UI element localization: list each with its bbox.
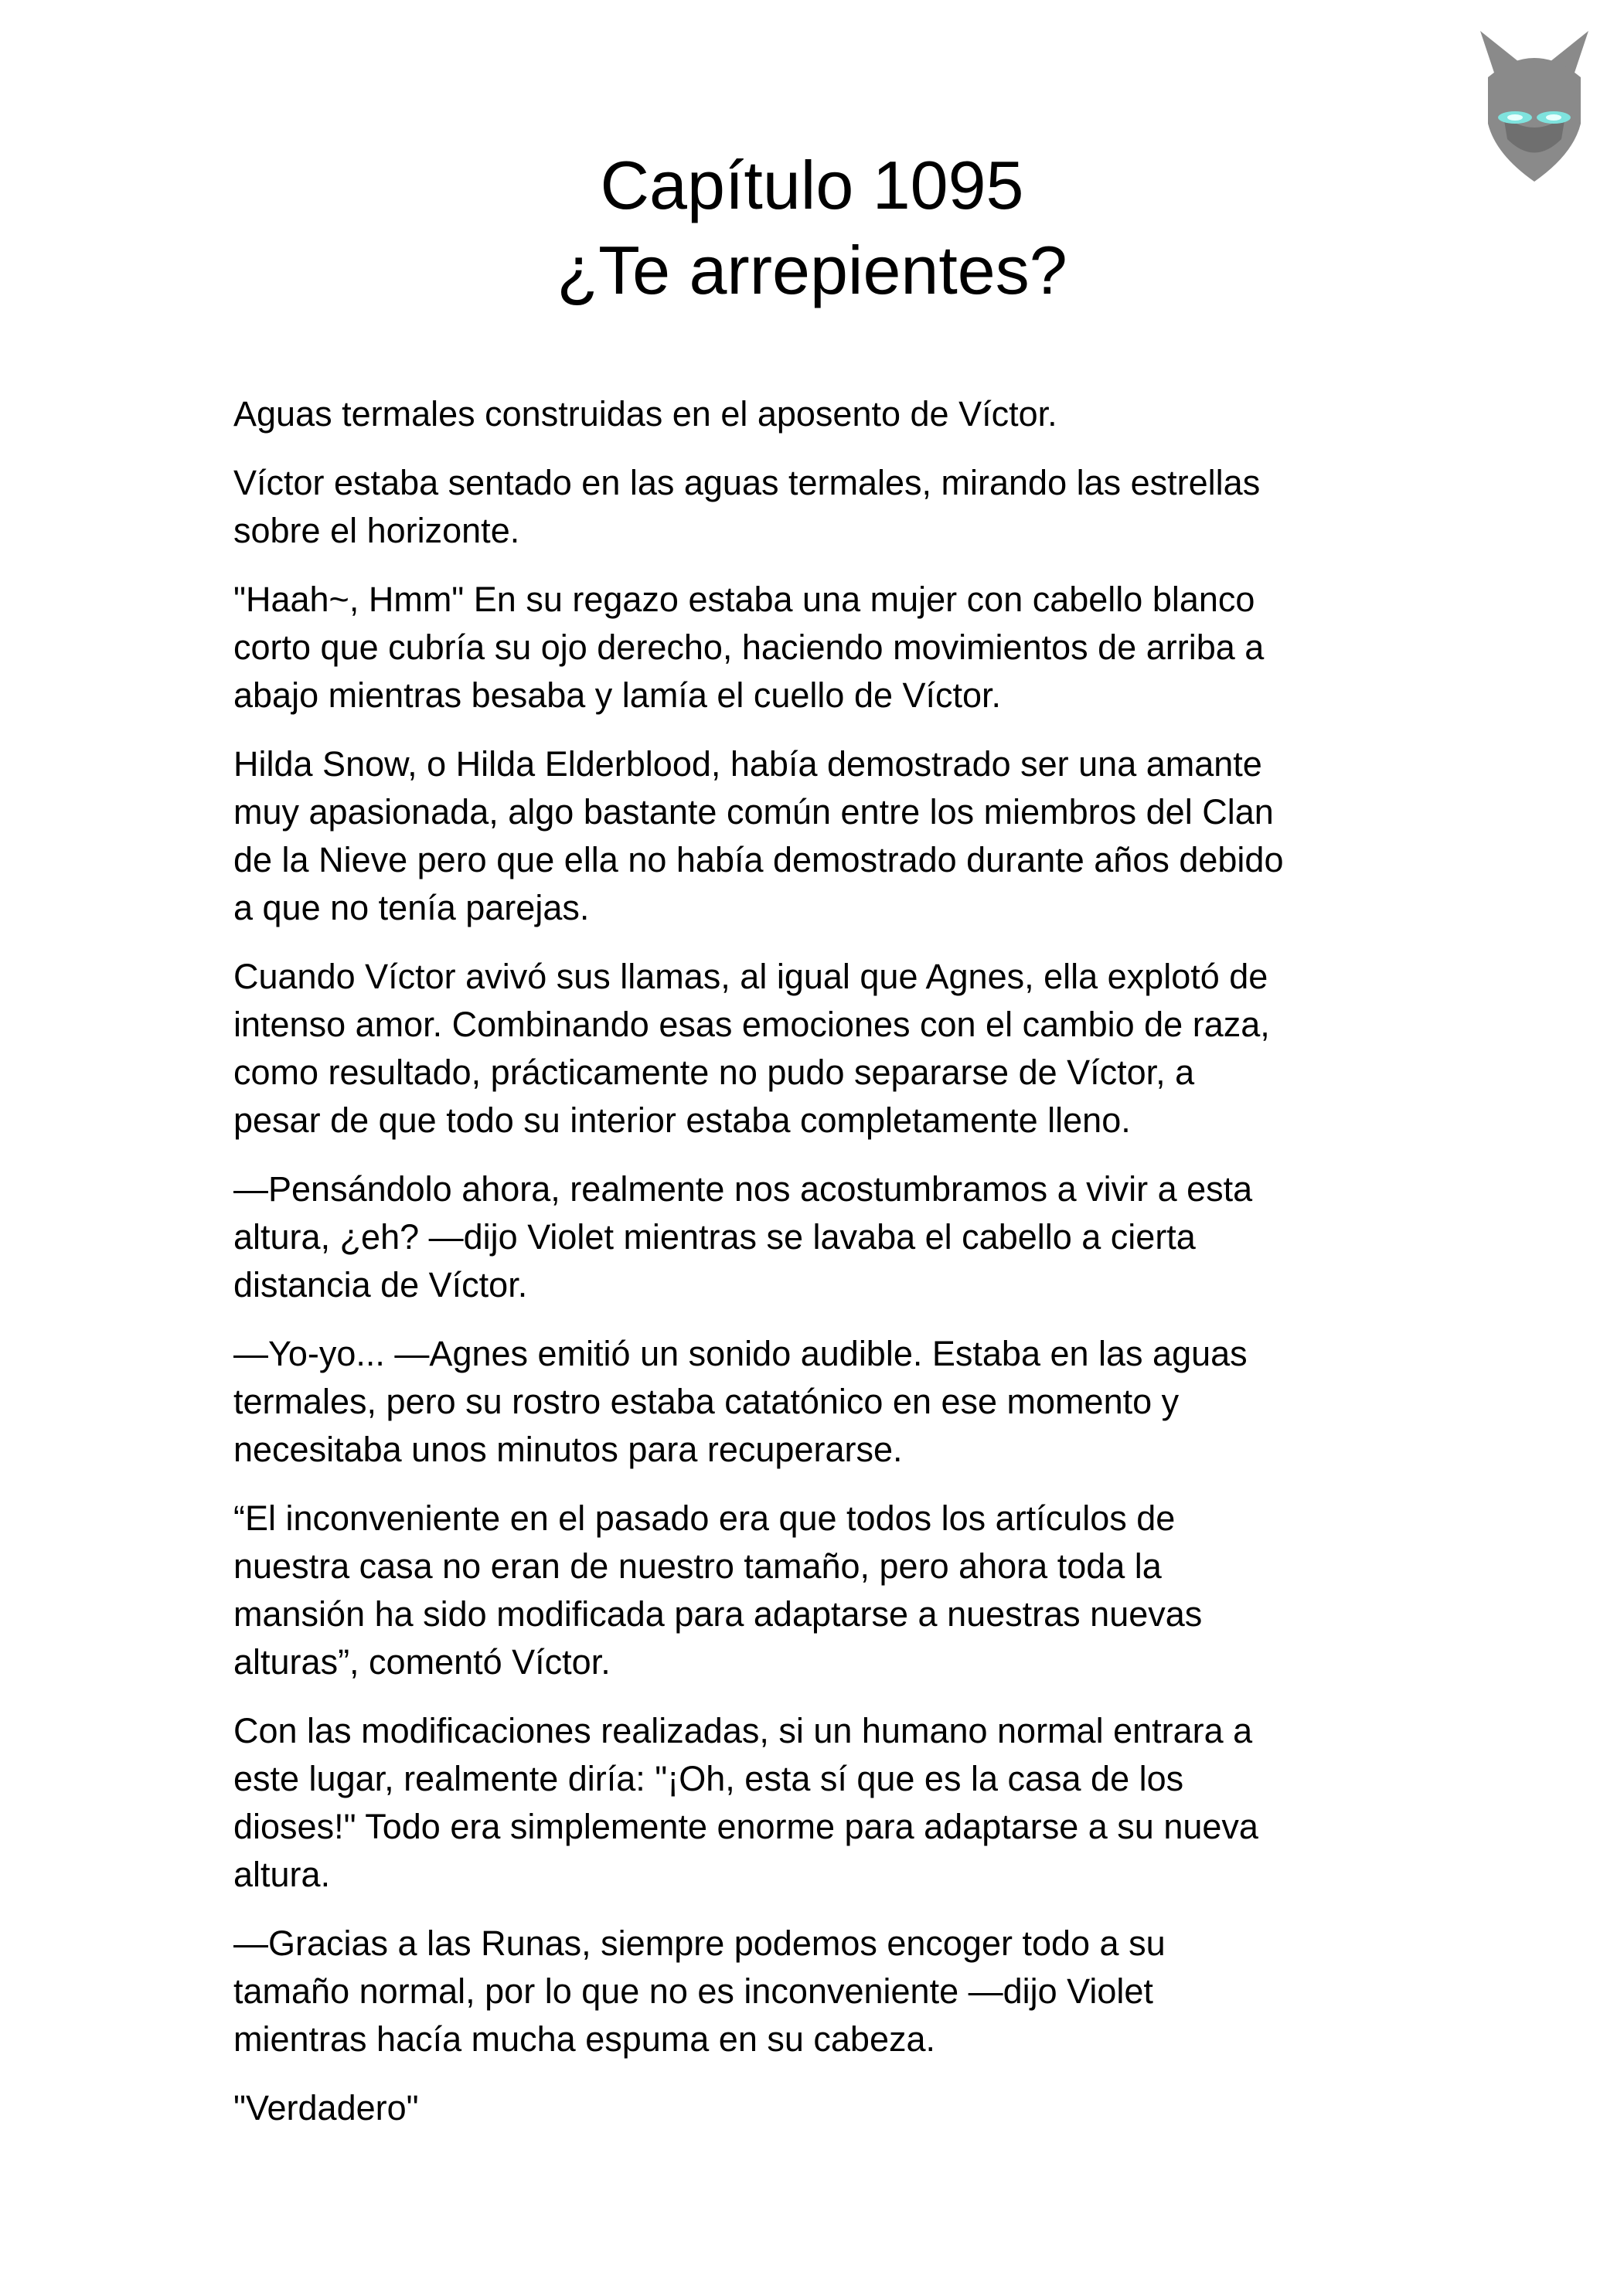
paragraph: Cuando Víctor avivó sus llamas, al igual que Agnes, ella explotó de intenso amor. Combinando esas emociones con el cambio de raza, como resultado, prácticamente no pudo separarse de Víctor, a pesar de que todo su interior estaba completamente lleno. (233, 957, 1270, 1140)
left-eye-glow (1507, 114, 1523, 121)
paragraph: "Haah~, Hmm" En su regazo estaba una mujer con cabello blanco corto que cubría su ojo derecho, haciendo movimientos de arriba a abajo mientras besaba y lamía el cuello de Víctor. (233, 580, 1265, 715)
paragraph: —Gracias a las Runas, siempre podemos encoger todo a su tamaño normal, por lo que no es inconveniente —dijo Violet mientras hacía mucha espuma en su cabeza. (233, 1924, 1166, 2059)
chapter-number: Capítulo 1095 (600, 147, 1024, 223)
paragraph: Hilda Snow, o Hilda Elderblood, había demostrado ser una amante muy apasionada, algo bastante común entre los miembros del Clan de la Nieve pero que ella no había demostrado durante años debido a que no tenía parejas. (233, 744, 1284, 927)
paragraph: —Pensándolo ahora, realmente nos acostumbramos a vivir a esta altura, ¿eh? —dijo Violet mientras se lavaba el cabello a cierta distancia de Víctor. (233, 1169, 1253, 1304)
right-eye-glow (1546, 114, 1561, 121)
paragraph: —Yo-yo... —Agnes emitió un sonido audible. Estaba en las aguas termales, pero su rostro estaba catatónico en ese momento y necesitaba unos minutos para recuperarse. (233, 1334, 1248, 1469)
chapter-subtitle: ¿Te arrepientes? (557, 232, 1067, 308)
paragraph: “El inconveniente en el pasado era que todos los artículos de nuestra casa no eran de nuestro tamaño, pero ahora toda la mansión ha sido modificada para adaptarse a nuestras nuevas alturas”, comentó Víctor. (233, 1498, 1203, 1682)
paragraph: Aguas termales construidas en el aposento de Víctor. (233, 394, 1057, 434)
chapter-title (0, 143, 1624, 313)
paragraph: "Verdadero" (233, 2088, 419, 2128)
chapter-body (233, 390, 1408, 2153)
paragraph: Víctor estaba sentado en las aguas termales, mirando las estrellas sobre el horizonte. (233, 463, 1261, 550)
paragraph: Con las modificaciones realizadas, si un humano normal entrara a este lugar, realmente diría: "¡Oh, esta sí que es la casa de los dioses!" Todo era simplemente enorme para adaptarse a su nueva altura. (233, 1711, 1258, 1894)
